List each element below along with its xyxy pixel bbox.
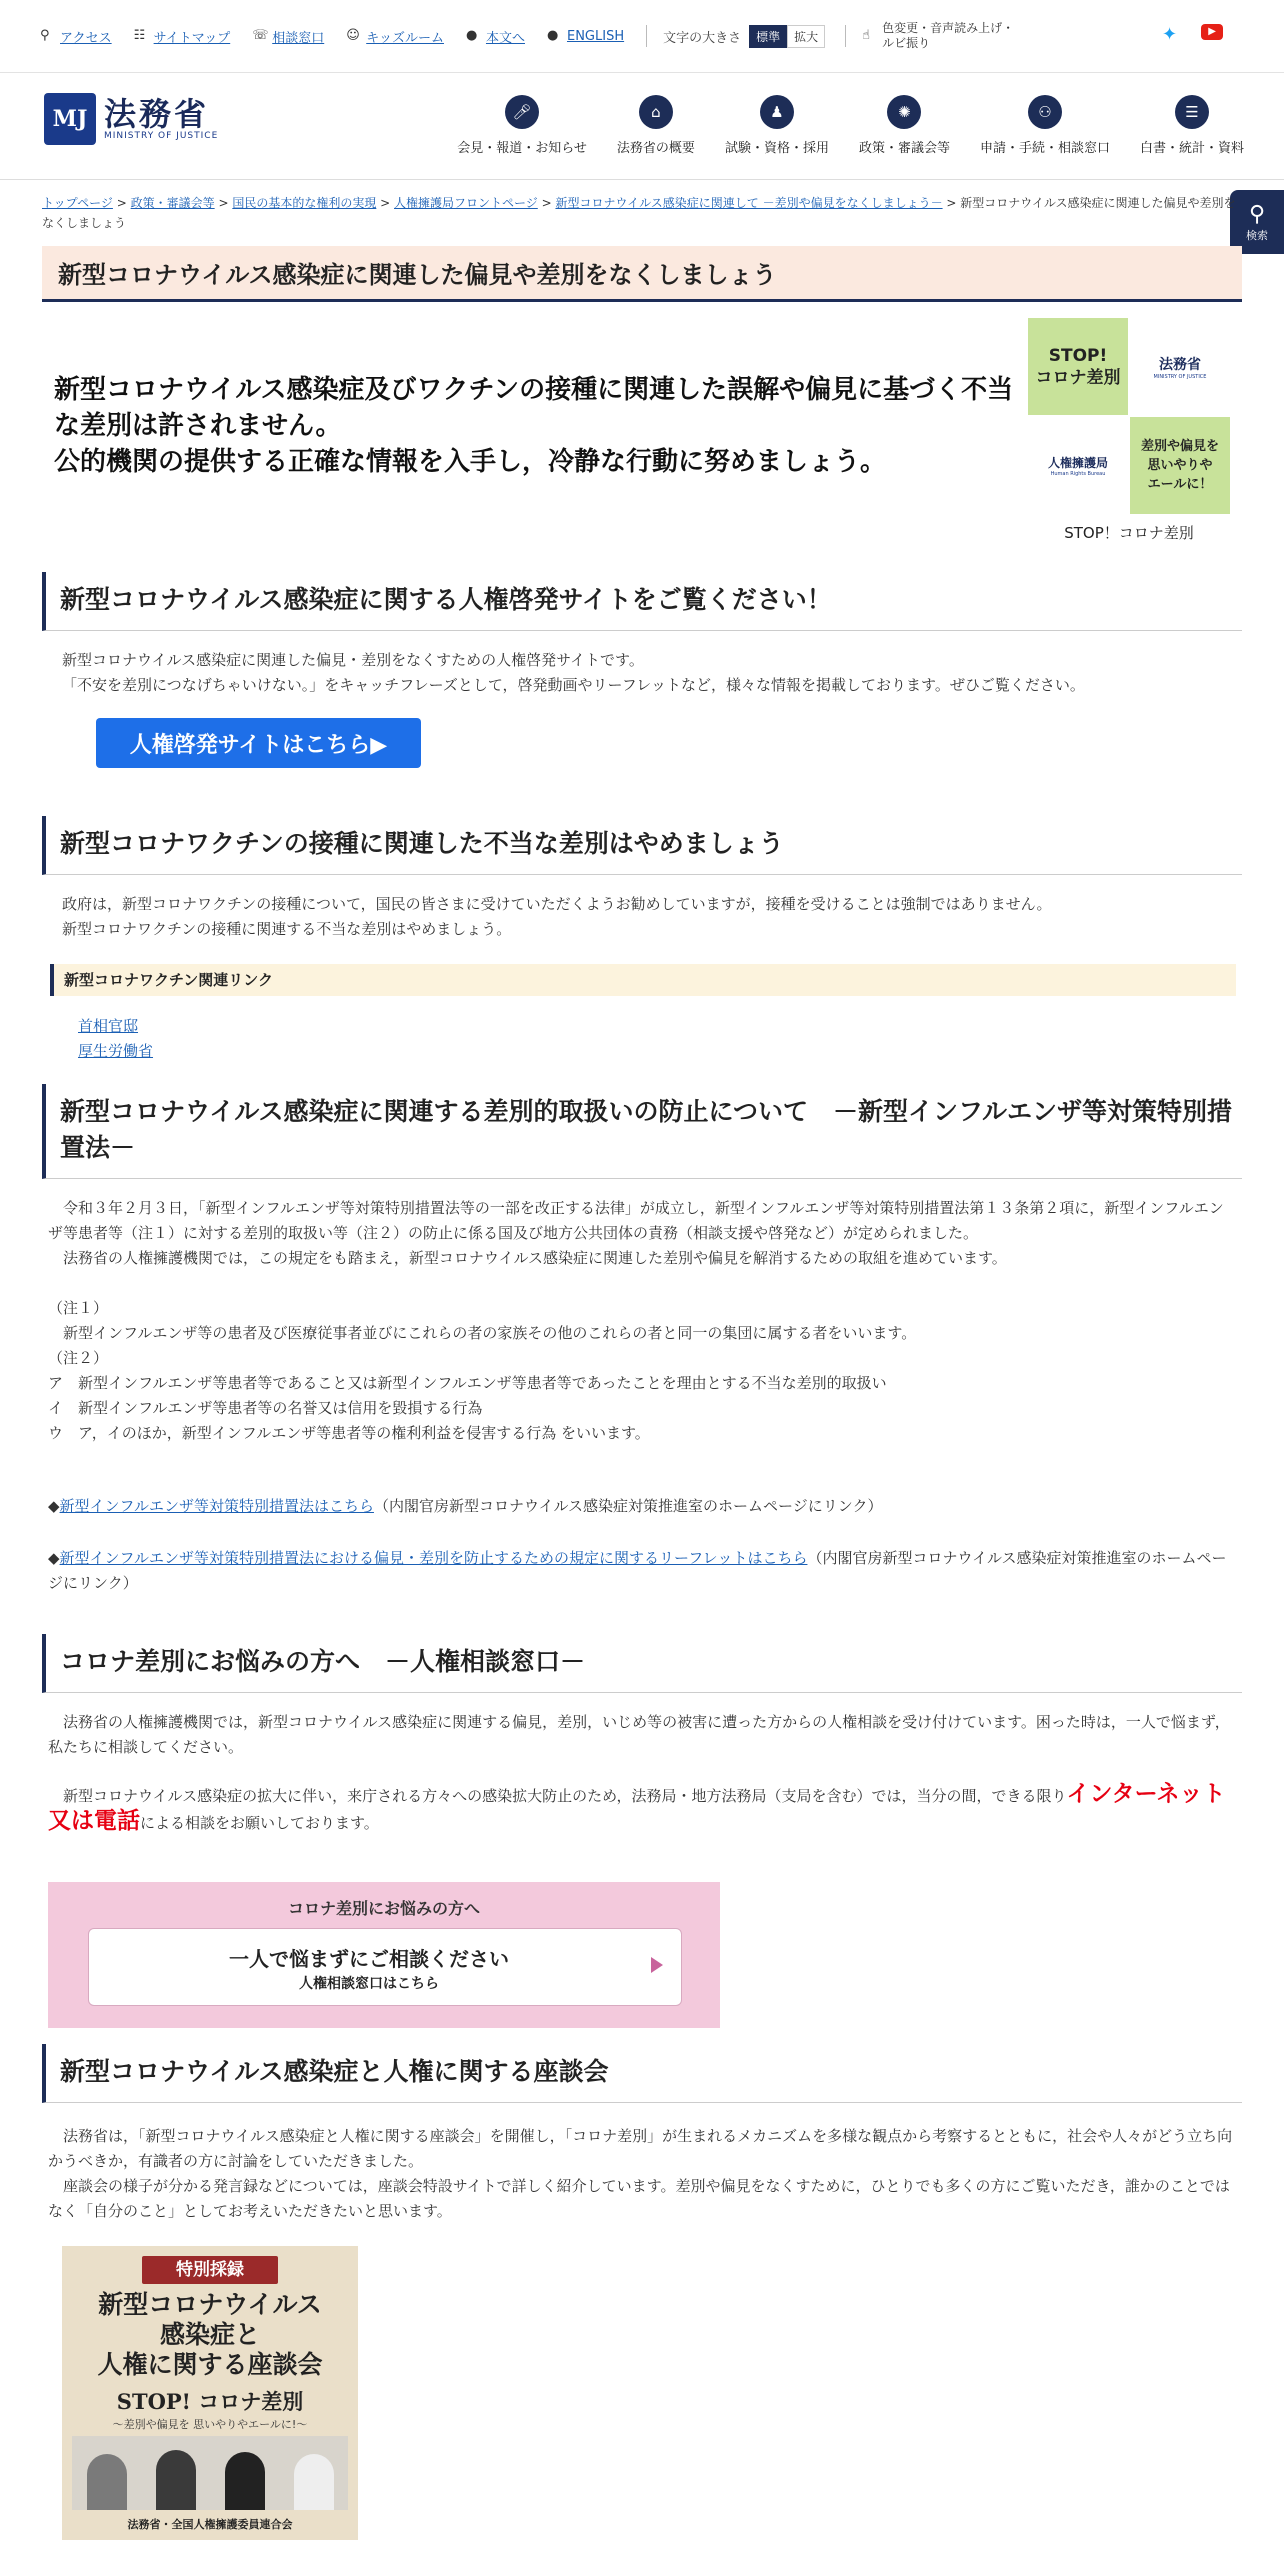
person-icon — [87, 2454, 127, 2510]
gnav-exams[interactable] — [725, 95, 829, 156]
moj-logo-mark: MJ — [44, 93, 96, 145]
consult-banner-title: コロナ差別にお悩みの方へ — [287, 1899, 480, 1918]
lead-line: 新型コロナウイルス感染症及びワクチンの接種に関連した誤解や偏見に基づく不当な差別は許されません。 — [54, 375, 1014, 441]
person-icon — [225, 2452, 265, 2510]
gnav-label: 申請・手続・相談窓口 — [979, 141, 1110, 156]
section-text — [62, 892, 1232, 942]
banner-bureau-text: 人権擁護局 — [1047, 456, 1108, 470]
section-heading: コロナ差別にお悩みの方へ －人権相談窓口－ — [42, 1634, 1242, 1693]
color-change-link[interactable] — [862, 21, 1014, 51]
stop-corona-banner[interactable] — [1028, 318, 1230, 514]
section-text — [48, 1196, 1234, 1446]
link-note: （内閣官房新型コロナウイルス感染症対策推進室のホームページにリンク） — [373, 1497, 883, 1515]
consult-banner-sub: 人権相談窓口はこちら — [299, 1976, 439, 1992]
utility-bar — [0, 0, 1284, 73]
english-link-text[interactable]: ENGLISH — [566, 28, 625, 44]
section-heading: 新型コロナウイルス感染症に関する人権啓発サイトをご覧ください！ — [42, 572, 1242, 631]
section-heading: 新型コロナワクチンの接種に関連した不当な差別はやめましょう — [42, 816, 1242, 875]
breadcrumb-link[interactable]: 政策・審議会等 — [130, 196, 215, 210]
font-size-label: 文字の大きさ — [663, 30, 742, 46]
search-label: 検索 — [1246, 228, 1268, 242]
paragraph: 法務省は，「新型コロナウイルス感染症と人権に関する座談会」を開催し，「コロナ差別」が生まれるメカニズムを多様な観点から考察するとともに，社会や人々がどう立ち向かうべきか，有識者の方に討論をしていただきました。 — [48, 2127, 1233, 2170]
paragraph: 政府は，新型コロナワクチンの接種について，国民の皆さまに受けていただくようお勧めしていますが，接種を受けることは強制ではありません。 — [62, 895, 1052, 913]
lead-text — [54, 372, 1024, 480]
logo-name-jp: 法務省 — [104, 95, 210, 133]
youtube-icon[interactable]: ▶ — [1201, 24, 1223, 40]
banner-stop: STOP! コロナ差別 — [1028, 318, 1128, 415]
consult-people-icon: ⚇ — [1028, 95, 1062, 129]
paragraph: 「不安を差別につなげちゃいけない。」をキャッチフレーズとして，啓発動画やリーフレットなど，様々な情報を掲載しております。ぜひご覧ください。 — [62, 676, 1085, 694]
section-text — [48, 1710, 1234, 1760]
building-icon: ⌂ — [639, 95, 673, 129]
social-links — [1162, 24, 1223, 45]
poster-tag: 特別採録 — [142, 2256, 278, 2284]
kids-link-text[interactable]: キッズルーム — [366, 30, 444, 46]
breadcrumb-current: 新型コロナウイルス感染症に関連した偏見や差別をなくしましょう — [42, 196, 1236, 230]
section-heading: 新型コロナウイルス感染症に関連する差別的取扱いの防止について －新型インフルエンザ等対策特別措置法－ — [42, 1084, 1242, 1179]
note-text: ア 新型インフルエンザ等患者等であること又は新型インフルエンザ等患者等であったことを理由とする不当な差別的取扱い — [48, 1374, 887, 1392]
gnav-label: 白書・統計・資料 — [1139, 141, 1244, 156]
chat-icon: ☏ — [252, 28, 269, 43]
site-header — [0, 73, 1284, 180]
divider — [845, 25, 846, 47]
note-label: （注１） — [48, 1299, 109, 1317]
note-label: （注２） — [48, 1349, 109, 1367]
gnav-about[interactable] — [617, 95, 695, 156]
section-text — [48, 2124, 1234, 2224]
access-link-text[interactable]: アクセス — [60, 30, 112, 46]
english-link[interactable] — [547, 29, 624, 44]
access-link[interactable] — [40, 27, 112, 46]
paragraph: 令和３年２月３日，「新型インフルエンザ等対策特別措置法等の一部を改正する法律」が成立し，新型インフルエンザ等対策特別措置法第１３条第２項に，新型インフルエンザ等患者等（注１）に対する差別的取扱い等（注２）の防止に係る国及び地方公共団体の責務（相談支援や啓発など）が定められました。 — [48, 1199, 1224, 1242]
gnav-whitepaper[interactable] — [1140, 95, 1244, 156]
document-icon: ☰ — [1175, 95, 1209, 129]
gnav-press[interactable] — [457, 95, 587, 156]
section-text — [48, 1782, 1234, 1836]
divider — [646, 25, 647, 47]
paragraph: 法務省の人権擁護機関では，この規定をも踏まえ，新型コロナウイルス感染症に関連した差別や偏見を解消するための取組を進めています。 — [48, 1249, 1007, 1267]
gnav-policy[interactable] — [859, 95, 950, 156]
banner-bureau-en: Human Rights Bureau — [1050, 471, 1106, 477]
poster-title: 新型コロナウイルス 感染症と 人権に関する座談会 — [97, 2290, 323, 2379]
page-title: 新型コロナウイルス感染症に関連した偏見や差別をなくしましょう — [42, 246, 1242, 302]
paragraph: 法務省の人権擁護機関では，新型コロナウイルス感染症に関連する偏見，差別，いじめ等の被害に遭った方からの人権相談を受け付けています。困った時は，一人で悩まず，私たちに相談してください。 — [48, 1713, 1230, 1756]
person-icon — [294, 2454, 334, 2510]
consult-link-text[interactable]: 相談窓口 — [272, 30, 325, 46]
bullet-icon: ● — [546, 28, 559, 43]
banner-caption: STOP！コロナ差別 — [1064, 524, 1194, 542]
internet-phone-emphasis: インターネット又は電話 — [48, 1781, 1226, 1834]
consult-banner-box[interactable] — [88, 1928, 682, 2006]
leaflet-link-row: ◆新型インフルエンザ等対策特別措置法における偏見・差別を防止するための規定に関するリーフレットはこちら（内閣官房新型コロナウイルス感染症対策推進室のホームページにリンク） — [48, 1549, 1227, 1592]
sitemap-link[interactable] — [134, 27, 231, 46]
gnav-label: 会見・報道・お知らせ — [457, 141, 587, 156]
breadcrumb-link[interactable]: トップページ — [42, 196, 113, 210]
twitter-icon[interactable]: ✦ — [1162, 24, 1178, 45]
gnav-label: 法務省の概要 — [616, 141, 695, 156]
arrow-right-icon — [651, 1957, 663, 1973]
consult-banner-main: 一人で悩まずにご相談ください — [229, 1947, 509, 1971]
note-text: ウ ア，イのほか，新型インフルエンザ等患者等の権利利益を侵害する行為 をいいます。 — [48, 1424, 650, 1442]
hand-icon: ☝ — [862, 28, 871, 43]
poster-footer: 法務省・全国人権擁護委員連合会 — [127, 2518, 293, 2531]
honbun-link-text[interactable]: 本文へ — [485, 30, 525, 46]
mhlw-link[interactable]: 厚生労働省 — [78, 1042, 154, 1060]
site-logo[interactable] — [44, 93, 218, 145]
link-note: （内閣官房新型コロナウイルス感染症対策推進室のホームページにリンク） — [48, 1549, 1227, 1592]
consult-link[interactable] — [252, 27, 324, 46]
kids-link[interactable] — [346, 27, 444, 46]
sitemap-icon: ☷ — [133, 28, 146, 43]
consult-banner[interactable] — [48, 1882, 720, 2028]
global-nav — [427, 95, 1244, 156]
breadcrumb-link[interactable]: 人権擁護局フロントページ — [394, 196, 538, 210]
poster-sub: ～差別や偏見を 思いやりやエールに!～ — [112, 2418, 308, 2431]
breadcrumb: トップページ > 政策・審議会等 > 国民の基本的な権利の実現 > 人権擁護局フロントページ > 新型コロナウイルス感染症に関連して －差別や偏見をなくしましょう－ > 新型コロナウイルス感染症に関連した偏見や差別をなくしましょう — [42, 196, 1236, 230]
paragraph: 新型コロナワクチンの接種に関連する不当な差別はやめましょう。 — [62, 920, 512, 938]
pin-icon: ⚲ — [40, 28, 50, 43]
banner-moj-text: 法務省 — [1159, 356, 1201, 373]
breadcrumb-link[interactable]: 国民の基本的な権利の実現 — [232, 196, 377, 210]
font-standard-button[interactable]: 標準 — [749, 25, 787, 48]
gnav-procedures[interactable] — [980, 95, 1110, 156]
kantei-link[interactable]: 首相官邸 — [78, 1017, 139, 1035]
paragraph: による相談をお願いしております。 — [140, 1814, 379, 1832]
banner-moj — [1130, 318, 1230, 415]
bullet-icon: ● — [465, 28, 478, 43]
section-text — [62, 648, 1232, 698]
microphone-icon: 🎤︎ — [505, 95, 539, 129]
paragraph: 新型コロナウイルス感染症の拡大に伴い，来庁される方々への感染拡大防止のため，法務局・地方法務局（支局を含む）では，当分の間，できる限り — [48, 1787, 1067, 1805]
banner-bureau — [1028, 417, 1128, 514]
poster-photo — [72, 2436, 348, 2510]
font-large-button[interactable]: 拡大 — [787, 25, 825, 48]
people-icon: ♟ — [760, 95, 794, 129]
leaflet-link[interactable]: 新型インフルエンザ等対策特別措置法における偏見・差別を防止するための規定に関するリーフレットはこちら — [59, 1549, 808, 1567]
person-icon — [156, 2450, 196, 2510]
banner-slogan: 差別や偏見を 思いやりや エールに！ — [1130, 417, 1230, 514]
breadcrumb-link[interactable]: 新型コロナウイルス感染症に関連して －差別や偏見をなくしましょう－ — [555, 196, 943, 210]
law-link-row: ◆新型インフルエンザ等対策特別措置法はこちら（内閣官房新型コロナウイルス感染症対策推進室のホームページにリンク） — [48, 1497, 883, 1515]
honbun-link[interactable] — [466, 27, 525, 46]
logo-name-en: MINISTRY OF JUSTICE — [104, 131, 219, 141]
note-text: イ 新型インフルエンザ等患者等の名誉又は信用を毀損する行為 — [48, 1399, 483, 1417]
paragraph: 座談会の様子が分かる発言録などについては，座談会特設サイトで詳しく紹介しています。差別や偏見をなくすために，ひとりでも多くの方にご覧いただき，誰かのことではなく「自分のこと」としてお考えいただきたいと思います。 — [48, 2177, 1230, 2220]
sitemap-link-text[interactable]: サイトマップ — [153, 30, 231, 46]
kids-icon: ☺ — [346, 28, 360, 43]
paragraph: 新型コロナウイルス感染症に関連した偏見・差別をなくすための人権啓発サイトです。 — [62, 651, 644, 669]
search-icon: ⚲ — [1248, 201, 1266, 227]
note-text: 新型インフルエンザ等の患者及び医療従事者並びにこれらの者の家族その他のこれらの者と同一の集団に属する者をいいます。 — [48, 1324, 917, 1342]
gnav-label: 政策・審議会等 — [858, 141, 950, 156]
color-change-text[interactable]: 色変更・音声読み上げ・ ルビ振り — [882, 21, 1015, 50]
lead-line: 公的機関の提供する正確な情報を入手し，冷静な行動に努めましょう。 — [54, 447, 887, 477]
poster-stop: STOP! コロナ差別 — [116, 2389, 304, 2414]
emblem-icon: ✺ — [887, 95, 921, 129]
rights-site-button[interactable]: 人権啓発サイトはこちら▶ — [96, 718, 421, 768]
roundtable-poster[interactable] — [62, 2246, 358, 2540]
banner-moj-en: MINISTRY OF JUSTICE — [1153, 373, 1207, 380]
gnav-label: 試験・資格・採用 — [724, 141, 829, 156]
vaccine-links — [78, 1014, 153, 1064]
section-heading: 新型コロナウイルス感染症と人権に関する座談会 — [42, 2044, 1242, 2103]
law-link[interactable]: 新型インフルエンザ等対策特別措置法はこちら — [59, 1497, 374, 1515]
vaccine-links-heading: 新型コロナワクチン関連リンク — [50, 964, 1236, 996]
